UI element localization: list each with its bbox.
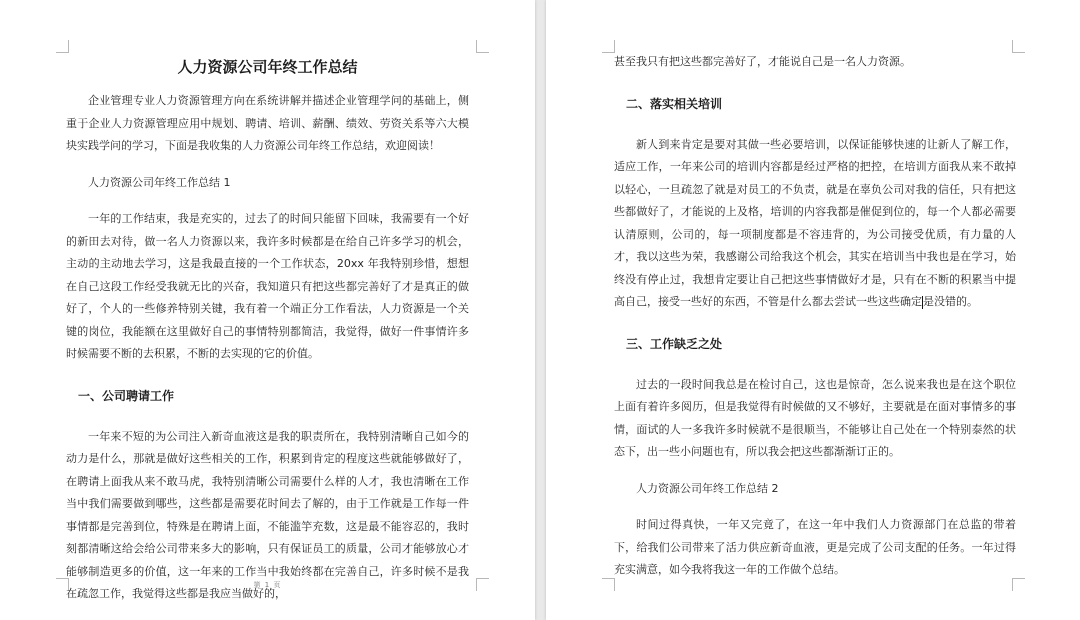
paragraph-shortcomings: 过去的一段时间我总是在检讨自己，这也是惊奇，怎么说来我也是在这个职位上面有着许多阅历，但是我觉得有时候做的又不够好，主要就是在面对事情多的事情，面试的人一多我许多时候就不是很顺当，不能够让自己处在一个特别泰然的状态下，出一些小问题也有，所以我会把这些都渐渐订正的。 bbox=[614, 377, 1016, 458]
paragraph-summary-2: 时间过得真快，一年又完竟了，在这一年中我们人力资源部门在总监的带着下，给我们公司带来了活力供应新奇血液，更是完成了公司支配的任务。一年过得充实满意，如今我将我这一年的工作做个总结。 bbox=[614, 518, 1016, 576]
page-number: 第 1 页 bbox=[253, 581, 282, 589]
paragraph-recruitment: 一年来不短的为公司注入新奇血液这是我的职责所在，我特别清晰自己如今的动力是什么，那就是做好这些相关的工作，积累到肯定的程度这些就能够做好了，在聘请上面我从来不敢马虎，我特别清晰公司需要什么样的人才，我也清晰在工作当中我们需要做到哪些，这些都是需要花时间去了解的，由于工作就是工作每一件事情都是完善到位，特殊是在聘请上面，不能滥竽充数，这是最不能容忍的，我时刻都清晰这给会给公司带来多大的影响，只有保证员工的质量，公司才能够放心才能够制造更多的价值，这一年来的工作当中我始终都在完善自己，许多时候不是我在疏忽工作，我觉得这些都是我应当做好的， bbox=[66, 429, 469, 600]
paragraph-1: 一年的工作结束，我是充实的，过去了的时间只能留下回味，我需要有一个好的新田去对待，做一名人力资源以来，我许多时候都是在给自己许多学习的机会，主动的主动地去学习，这是我最直接的一个工作状态，20xx 年我特别珍惜，想想在自己这段工作经受我就无比的兴奋，我知道只有把这些都完善好了才是真正的做好了，个人的一些修养特别关键，我有着一个端正分工作看法，人力资源是一个关键的岗位，我能额在这里做好自己的事情特别都简洁，我觉得，做好一件事情许多时候需要不断的去积累，不断的去实现的它的价值。 bbox=[66, 212, 469, 360]
heading-recruitment: 一、公司聘请工作 bbox=[78, 388, 175, 403]
document-page-2 bbox=[546, 0, 1080, 620]
continued-line: 甚至我只有把这些都完善好了，才能说自己是一名人力资源。 bbox=[614, 55, 911, 68]
crop-mark-top-right bbox=[476, 40, 489, 53]
paragraph-training-tail: 是没错的。 bbox=[923, 295, 978, 308]
document-title: 人力资源公司年终工作总结 bbox=[177, 58, 358, 76]
document-page-1 bbox=[0, 0, 535, 620]
paragraph-training bbox=[614, 134, 1016, 314]
section-subtitle-1: 人力资源公司年终工作总结 1 bbox=[88, 175, 231, 189]
section-subtitle-2: 人力资源公司年终工作总结 2 bbox=[636, 481, 779, 495]
paragraph-training-text: 新人到来肯定是要对其做一些必要培训，以保证能够快速的让新人了解工作，适应工作，一年来公司的培训内容都是经过严格的把控，在培训方面我从来不敢掉以轻心，一旦疏忽了就是对员工的不负责，就是在辜负公司对我的信任，只有把这些都做好了，才能说的上及格，培训的内容我都是催促到位的，每一个人都必需要认清原则，公司的，每一项制度都是不容违背的，为公司接受优质，有力量的人才，我以这些为荣，我感谢公司给我这个机会，其实在培训当中我也是在学习，始终没有停止过，我想肯定要让自己把这些事情做好才是，只有在不断的积累当中提高自己，接受一些好的东西，不管是什么都去尝试一些这些确定 bbox=[614, 137, 1016, 308]
page-1-content[interactable] bbox=[66, 54, 469, 606]
heading-training: 二、落实相关培训 bbox=[626, 96, 723, 111]
heading-shortcomings: 三、工作缺乏之处 bbox=[626, 336, 723, 351]
intro-paragraph: 企业管理专业人力资源管理方向在系统讲解并描述企业管理学问的基础上，侧重于企业人力资源管理应用中规划、聘请、培训、薪酬、绩效、劳资关系等六大模块实践学问的学习，下面是我收集的人力资源公司年终工作总结，欢迎阅读！ bbox=[66, 94, 469, 152]
page-2-content[interactable] bbox=[614, 51, 1016, 582]
crop-mark-top-left bbox=[56, 40, 69, 53]
